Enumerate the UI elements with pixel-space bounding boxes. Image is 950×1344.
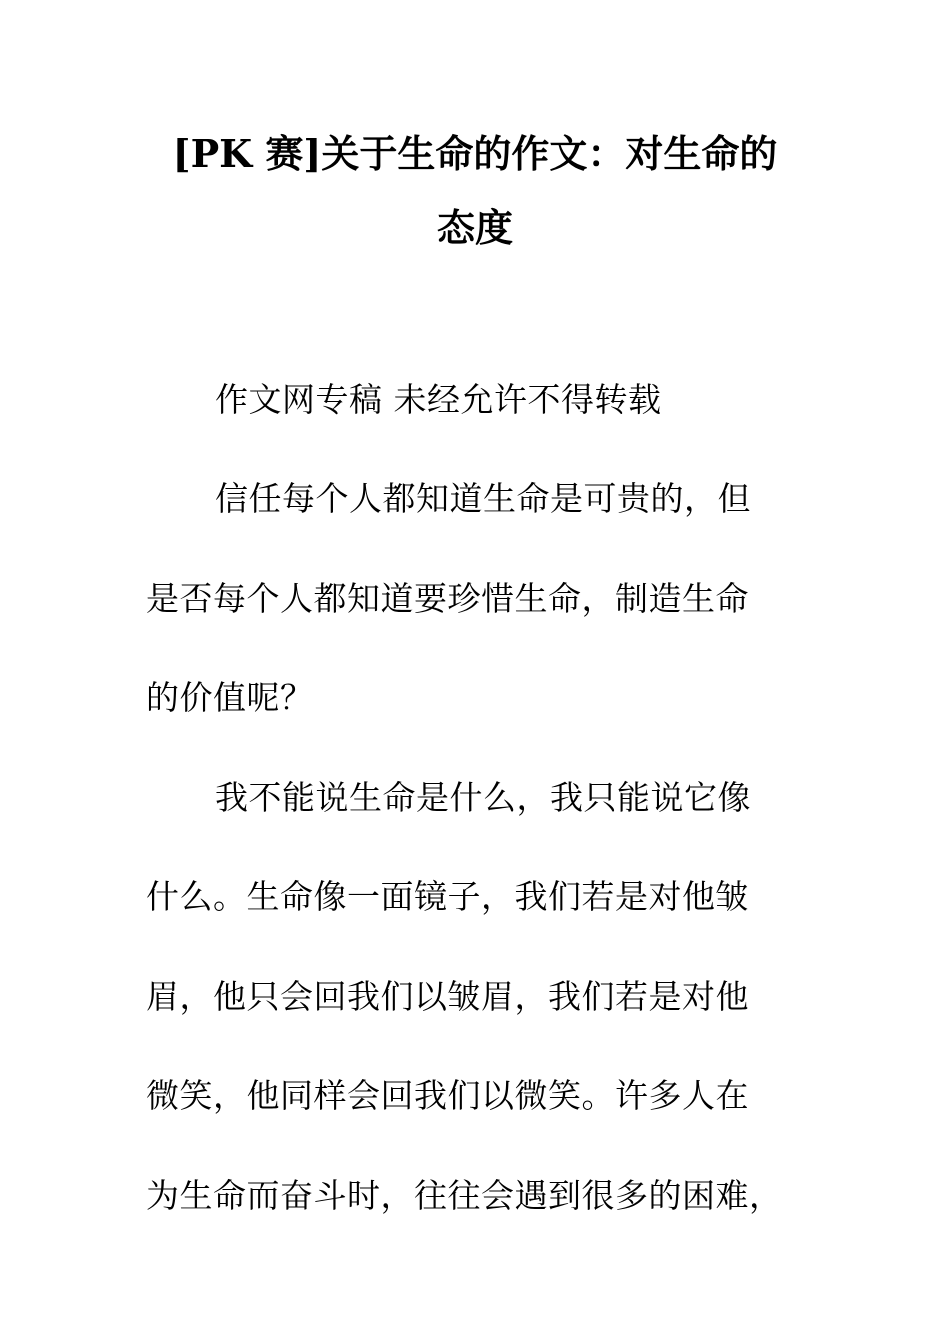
body-line-5: 我不能说生命是什么，我只能说它像	[215, 778, 751, 817]
body-line-4: 的价值呢？	[146, 678, 314, 717]
body-line-2: 信任每个人都知道生命是可贵的，但	[215, 479, 751, 518]
body-line-9: 为生命而奋斗时，往往会遇到很多的困难，	[146, 1176, 783, 1215]
document-title-line-2: 态度	[436, 205, 513, 250]
body-line-3: 是否每个人都知道要珍惜生命，制造生命	[146, 579, 749, 618]
body-line-7: 眉，他只会回我们以皱眉，我们若是对他	[146, 977, 749, 1016]
body-line-8: 微笑，他同样会回我们以微笑。许多人在	[146, 1076, 749, 1115]
body-line-6: 什么。生命像一面镜子，我们若是对他皱	[146, 877, 749, 916]
body-line-1: 作文网专稿 未经允许不得转载	[215, 380, 662, 419]
document-title-line-1: [PK 赛]关于生命的作文：对生命的	[172, 131, 778, 176]
